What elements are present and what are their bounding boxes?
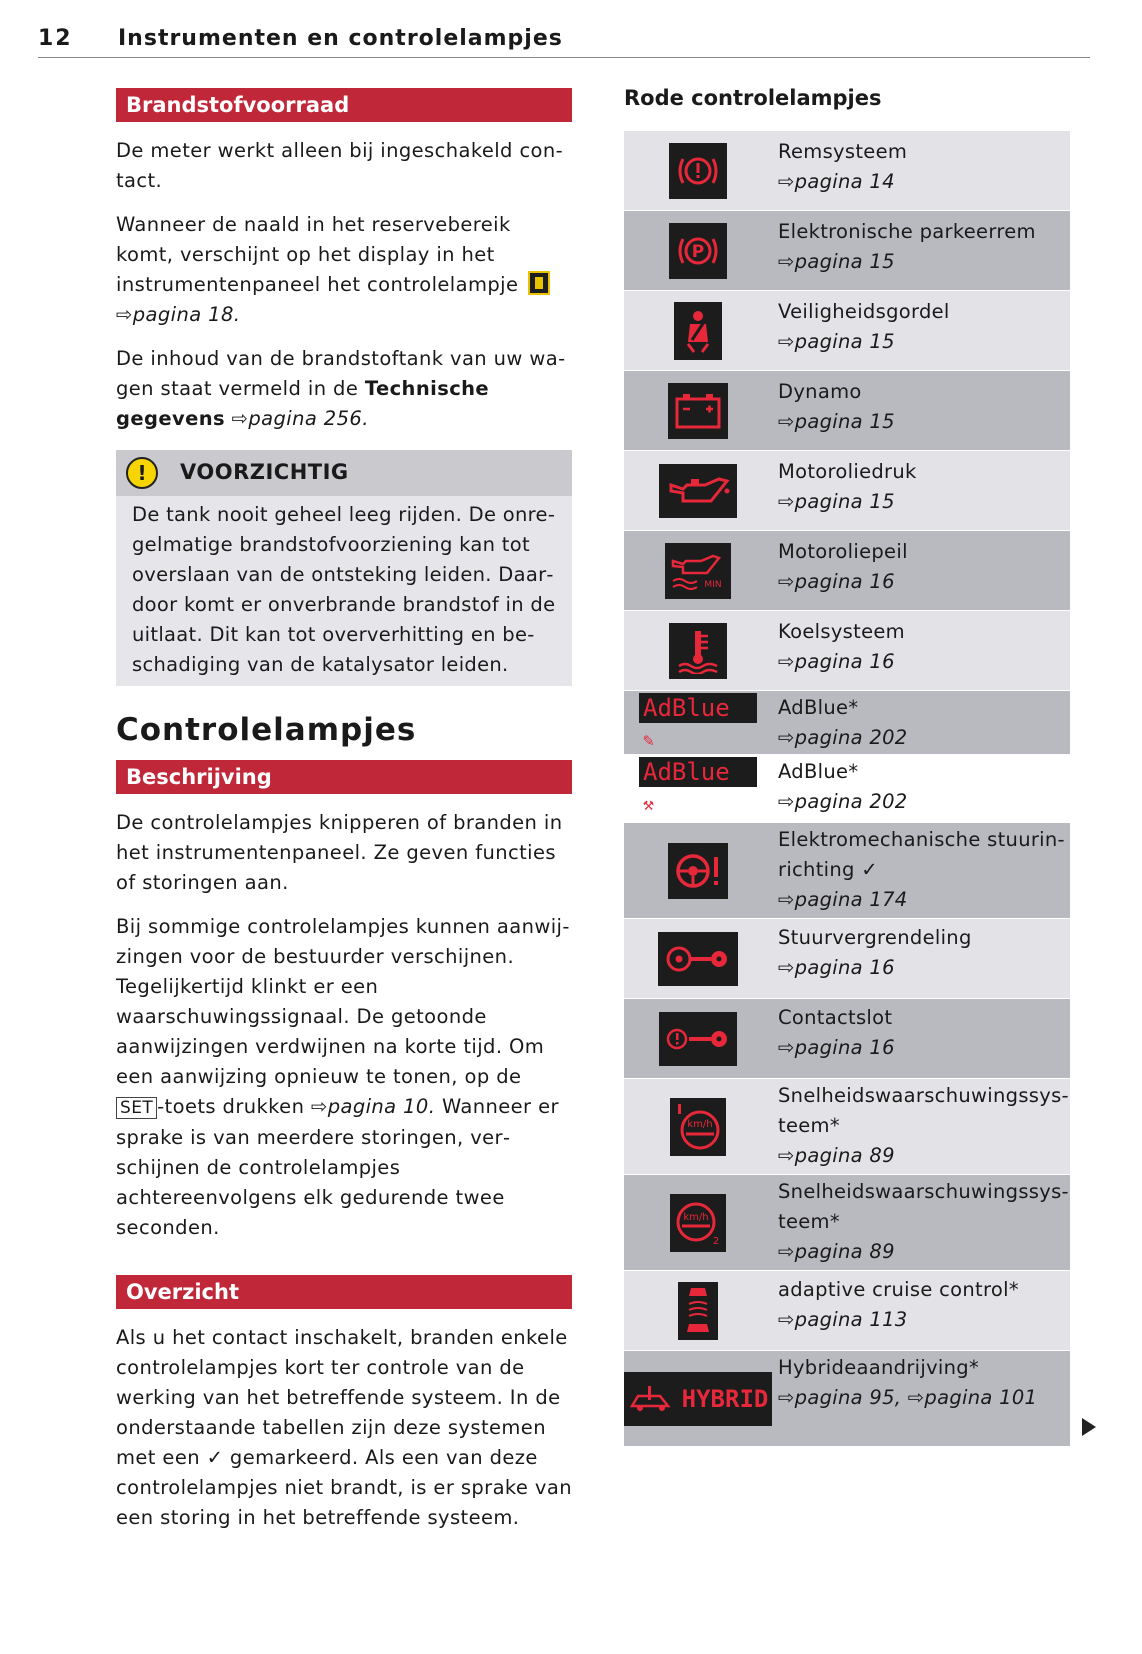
acc-icon: [678, 1282, 718, 1340]
fuel-para-3-text: De inhoud van de brandstoftank van uw wagen staat vermeld in de: [116, 347, 566, 400]
svg-text:MIN: MIN: [704, 579, 722, 590]
lamp-ref[interactable]: ⇨pagina 95, ⇨pagina 101: [778, 1386, 1038, 1409]
speed-icon-unit: km/h: [687, 1118, 713, 1130]
lamp-icon-cell: [624, 451, 772, 530]
beschrijving-para-2: [116, 912, 572, 1243]
lamp-ref[interactable]: ⇨pagina 16: [778, 956, 895, 979]
lamp-row-steering-lock: [624, 918, 1070, 998]
parking-brake-icon: [669, 223, 727, 279]
lamp-ref[interactable]: ⇨pagina 15: [778, 250, 895, 273]
lamp-ref[interactable]: ⇨pagina 15: [778, 490, 895, 513]
lamp-label: AdBlue*: [778, 696, 859, 719]
beschrijving-para-2-a: Bij sommige controlelampjes kunnen aanwijzingen voor de bestuurder verschijnen. Tegelijkertijd klinkt er een waarschuwingssignaal. De getoonde aanwijzingen verdwijnen na korte tijd. Om een aanwijzing opnieuw te tonen, op de: [116, 915, 570, 1088]
lamp-text: [778, 1177, 1068, 1267]
lamp-ref[interactable]: ⇨pagina 15: [778, 410, 895, 433]
speed-icon-unit: km/h: [683, 1211, 709, 1223]
lamp-label: Motoroliepeil: [778, 540, 908, 563]
svg-text:P: P: [691, 241, 705, 262]
lamp-text: [778, 1353, 1068, 1413]
lamp-ref[interactable]: ⇨pagina 202: [778, 726, 908, 749]
lamp-icon-cell: [624, 1175, 772, 1270]
lamp-ref[interactable]: ⇨pagina 16: [778, 1036, 895, 1059]
brake-warning-icon: [669, 143, 727, 199]
lamp-text: [778, 537, 1068, 597]
lamp-label: Hybrideaandrijving*: [778, 1356, 980, 1379]
left-column: [116, 88, 572, 1533]
lamp-label: AdBlue*: [778, 760, 859, 783]
lamp-row-seatbelt: [624, 290, 1070, 370]
section-title: Controlelampjes: [116, 712, 417, 748]
seatbelt-icon: [674, 302, 722, 360]
lamp-row-adblue-1: [624, 690, 1070, 754]
caution-header: [116, 450, 572, 496]
lamp-label: Snelheidswaarschuwingssysteem*: [778, 1084, 1069, 1137]
fuel-para-2-ref[interactable]: ⇨pagina 18.: [116, 303, 241, 326]
lamp-row-coolant: [624, 610, 1070, 690]
lamp-text: [778, 217, 1068, 277]
lamp-ref[interactable]: ⇨pagina 16: [778, 650, 895, 673]
lamp-row-oil-pressure: [624, 450, 1070, 530]
beschrijving-para-2-ref[interactable]: ⇨pagina 10.: [310, 1095, 436, 1118]
lamp-label: Dynamo: [778, 380, 862, 403]
lamp-label: Elektronische parkeerrem: [778, 220, 1036, 243]
lamp-row-speed-warning-2: [624, 1174, 1070, 1270]
adblue-icon-text: AdBlue: [643, 694, 730, 722]
lamp-ref[interactable]: ⇨pagina 174: [778, 888, 908, 911]
lamp-icon-cell: [624, 531, 772, 610]
page-header: [38, 24, 1090, 58]
lamp-row-hybrid: [624, 1350, 1070, 1446]
lamp-label: Elektromechanische stuurinrichting ✓: [778, 828, 1065, 881]
lamp-text: [778, 1275, 1068, 1335]
caution-icon: !: [126, 457, 158, 489]
fuel-para-1: De meter werkt alleen bij ingeschakeld contact.: [116, 139, 563, 192]
lamp-label: Remsysteem: [778, 140, 908, 163]
ignition-lock-icon: [659, 1012, 737, 1066]
lamp-ref[interactable]: ⇨pagina 14: [778, 170, 895, 193]
beschrijving-para-2-c: Wanneer er sprake is van meerdere storingen, verschijnen de controlelampjes achtereenvolgens elk gedurende twee seconden.: [116, 1095, 559, 1239]
caution-body: De tank nooit geheel leeg rijden. De onregelmatige brandstofvoorziening kan tot overslaan van de ontsteking leiden. Daardoor komt er onverbrande brandstof in de uitlaat. Dit kan tot oververhitting en beschadiging van de katalysator leiden.: [132, 503, 556, 676]
continue-arrow-icon: [1082, 1418, 1096, 1436]
lamp-label: adaptive cruise control*: [778, 1278, 1019, 1301]
chapter-title: Instrumenten en controlelampjes: [118, 26, 563, 51]
beschrijving-para-1: De controlelampjes knipperen of branden in het instrumentenpaneel. Ze geven functies of storingen aan.: [116, 811, 563, 894]
right-column: [624, 86, 1070, 1446]
lamp-row-ignition-lock: [624, 998, 1070, 1078]
lamp-icon-cell: [624, 1271, 772, 1350]
lamp-text: [778, 693, 1068, 753]
lamp-text: [778, 377, 1068, 437]
lamp-text: [778, 1003, 1068, 1063]
lamp-text: [778, 617, 1068, 677]
lamp-label: Stuurvergrendeling: [778, 926, 972, 949]
svg-text:2: 2: [712, 1235, 720, 1247]
caution-box: [116, 450, 572, 686]
hybrid-icon-text: HYBRID: [681, 1384, 769, 1413]
lamp-icon-cell: [624, 1079, 772, 1174]
beschrijving-para-2-b: -toets drukken: [157, 1095, 305, 1118]
oil-level-icon: [665, 543, 731, 599]
fuel-para-2-text: Wanneer de naald in het reservebereik komt, verschijnt op het display in het instrumentenpaneel het controlelampje: [116, 213, 519, 296]
overzicht-heading: Overzicht: [116, 1275, 572, 1309]
steering-lock-icon: [658, 932, 738, 986]
adblue-fault-icon: [639, 757, 757, 815]
fuel-heading: Brandstofvoorraad: [116, 88, 572, 122]
lamp-ref[interactable]: ⇨pagina 202: [778, 790, 908, 813]
lamp-row-parking-brake: [624, 210, 1070, 290]
coolant-icon: [669, 623, 727, 679]
steering-warning-icon: [668, 843, 728, 899]
overzicht-para: Als u het contact inschakelt, branden enkele controlelampjes kort ter controle van de werking van het betreffende systeem. In de onderstaande tabellen zijn deze systemen met een ✓ gemarkeerd. Als een van deze controlelampjes niet brandt, is er sprake van een storing in het betreffende systeem.: [116, 1326, 572, 1529]
lamp-icon-cell: [624, 999, 772, 1078]
lamp-icon-cell: [624, 823, 772, 918]
lamp-text: [778, 923, 1068, 983]
lamp-label: Veiligheidsgordel: [778, 300, 950, 323]
lamp-icon-cell: [624, 611, 772, 690]
beschrijving-heading: Beschrijving: [116, 760, 572, 794]
lamp-row-speed-warning-1: [624, 1078, 1070, 1174]
lamp-icon-cell: [624, 211, 772, 290]
lamp-text: [778, 457, 1068, 517]
technical-data-link: Technische gegevens: [116, 377, 490, 430]
lamp-ref[interactable]: ⇨pagina 113: [778, 1308, 908, 1331]
lamp-label: Motoroliedruk: [778, 460, 917, 483]
oil-can-icon: [659, 464, 737, 518]
page-number: 12: [38, 26, 73, 51]
lamp-icon-cell: [624, 755, 772, 822]
lamp-icon-cell: [624, 371, 772, 450]
lamp-icon-cell: [624, 291, 772, 370]
lamp-row-brake: [624, 130, 1070, 210]
lamp-row-alternator: [624, 370, 1070, 450]
red-lamps-title: Rode controlelampjes: [624, 86, 882, 110]
speed-warning-icon: [670, 1098, 726, 1156]
hybrid-icon: [624, 1372, 772, 1426]
lamp-text: [778, 825, 1068, 915]
lamp-ref[interactable]: ⇨pagina 89: [778, 1144, 895, 1167]
lamp-label: Koelsysteem: [778, 620, 905, 643]
adblue-icon-text: AdBlue: [643, 758, 730, 786]
lamp-ref[interactable]: ⇨pagina 16: [778, 570, 895, 593]
lamp-label: Contactslot: [778, 1006, 893, 1029]
pen-icon: ✎: [643, 730, 654, 751]
lamp-row-adblue-2: [624, 754, 1070, 822]
lamp-text: [778, 1081, 1068, 1171]
lamp-text: [778, 757, 1068, 817]
lamp-icon-cell: [624, 1351, 772, 1446]
adblue-level-icon: [639, 693, 757, 751]
wrench-icon: ⚒: [643, 794, 654, 815]
fuel-para-3: [116, 344, 572, 434]
speed-warning-2-icon: [670, 1194, 726, 1252]
lamp-row-steering: [624, 822, 1070, 918]
lamp-text: [778, 297, 1068, 357]
fuel-para-3-ref[interactable]: ⇨pagina 256.: [231, 407, 369, 430]
lamp-icon-cell: [624, 131, 772, 210]
lamp-text: [778, 137, 1068, 197]
lamp-icon-cell: [624, 919, 772, 998]
fuel-lamp-icon: [528, 271, 550, 295]
lamp-ref[interactable]: ⇨pagina 15: [778, 330, 895, 353]
lamp-row-oil-level: [624, 530, 1070, 610]
fuel-para-2: [116, 210, 572, 330]
lamp-icon-cell: [624, 691, 772, 754]
lamp-row-acc: [624, 1270, 1070, 1350]
lamp-label: Snelheidswaarschuwingssysteem*: [778, 1180, 1069, 1233]
lamp-ref[interactable]: ⇨pagina 89: [778, 1240, 895, 1263]
battery-icon: [668, 383, 728, 439]
set-key: SET: [116, 1097, 157, 1119]
caution-title: VOORZICHTIG: [180, 460, 349, 484]
